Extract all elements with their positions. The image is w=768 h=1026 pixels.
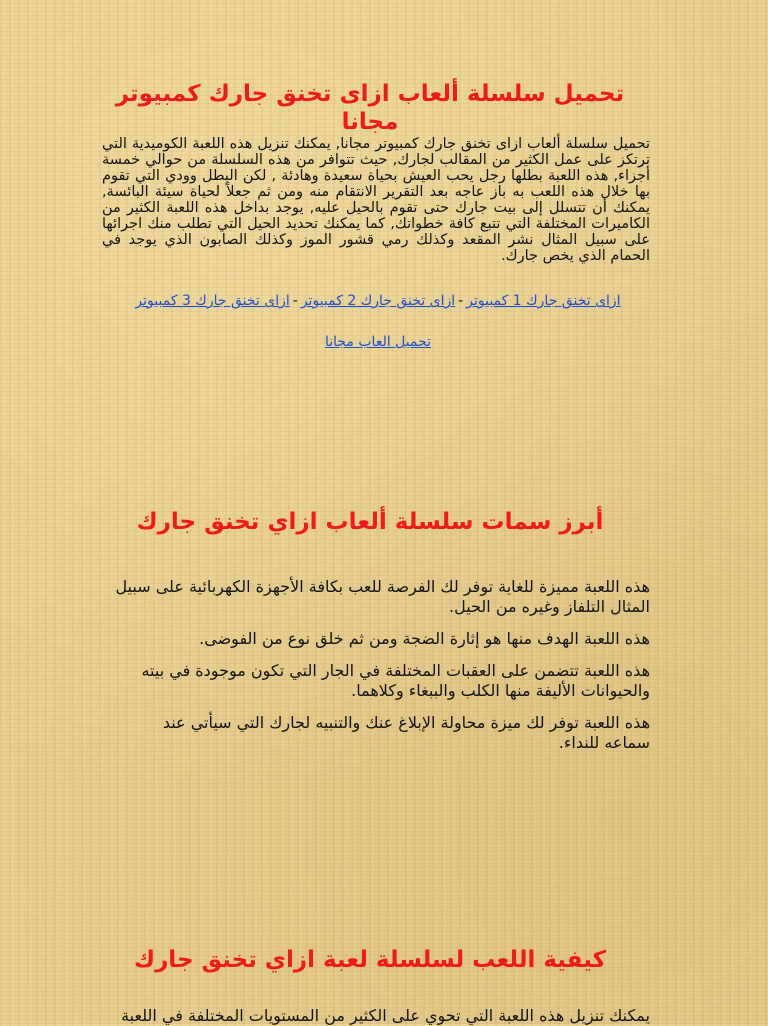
link-separator: - <box>292 293 298 309</box>
free-games-link[interactable]: تحميل العاب مجانا <box>324 334 432 350</box>
intro-paragraph: تحميل سلسلة ألعاب ازاى تخنق جارك كمبيوتر مجانا, يمكنك تنزيل هذه اللعبة الكوميدية التي ترتكز على عمل الكثير من المقالب لجارك, حيث تتوافر من هذه السلسلة من حوالي خمسة أجزاء, هذه اللعبة بطلها رجل يحب العيش بحياة سعيدة وهادئة , لكن البطل وودي التي تقوم بها خلال هذه اللعب به باز عاجه بعد التقرير الانتقام منه ومن ثم جعلاً لحياة سيئة البائسة, يمكنك أن تتسلل إلى بيت جارك حتى تقوم بالحيل عليه, يوجد بداخل هذه اللعبة الكثير من الكاميرات المختلفة التي تتبع كافة خطواتك, كما يمكنك تحديد الحيل التي تطلب منك اجرائها على سبيل المثال نشر المقعد وكذلك رمي قشور الموز وكذلك الصابون الذي يوجد في الحمام الذي يخص جارك. <box>102 136 650 264</box>
link-part-3[interactable]: ازاى تخنق جارك 3 كمبيوتر <box>135 293 290 309</box>
section-title-download: تحميل سلسلة ألعاب ازاى تخنق جارك كمبيوتر مجانا <box>115 81 625 135</box>
section-title-how-to-play: كيفية اللعب لسلسلة لعبة ازاي تخنق جارك <box>133 947 607 973</box>
feature-item: هذه اللعبة تتضمن على العقبات المختلفة في الجار التي تكون موجودة في بيته والحيوانات الأليفة منها الكلب والببغاء وكلاهما. <box>141 661 650 700</box>
feature-item: هذه اللعبة مميزة للغاية توفر لك الفرصة للعب بكافة الأجهزة الكهربائية على سبيل المثال التلفاز وغيره من الحيل. <box>115 577 650 616</box>
section-title-features: أبرز سمات سلسلة ألعاب ازاي تخنق جارك <box>136 509 604 535</box>
game-links <box>98 293 658 310</box>
how-to-play-text: يمكنك تنزيل هذه اللعبة التي تحوي على الكثير من المستويات المختلفة في اللعبة <box>121 1006 650 1025</box>
link-part-1[interactable]: ازاى تخنق جارك 1 كمبيوتر <box>466 293 621 309</box>
features-list <box>114 577 650 765</box>
feature-item: هذه اللعبة توفر لك ميزة محاولة الإبلاغ عنك والتنبيه لجارك التي سيأتي عند سماعه للنداء. <box>162 713 650 752</box>
link-part-2[interactable]: ازاى تخنق جارك 2 كمبيوتر <box>300 293 456 309</box>
feature-item: هذه اللعبة الهدف منها هو إثارة الضجة ومن ثم خلق نوع من الفوضى. <box>199 629 650 648</box>
free-games-link-wrap <box>98 334 658 351</box>
link-separator: - <box>458 293 464 309</box>
